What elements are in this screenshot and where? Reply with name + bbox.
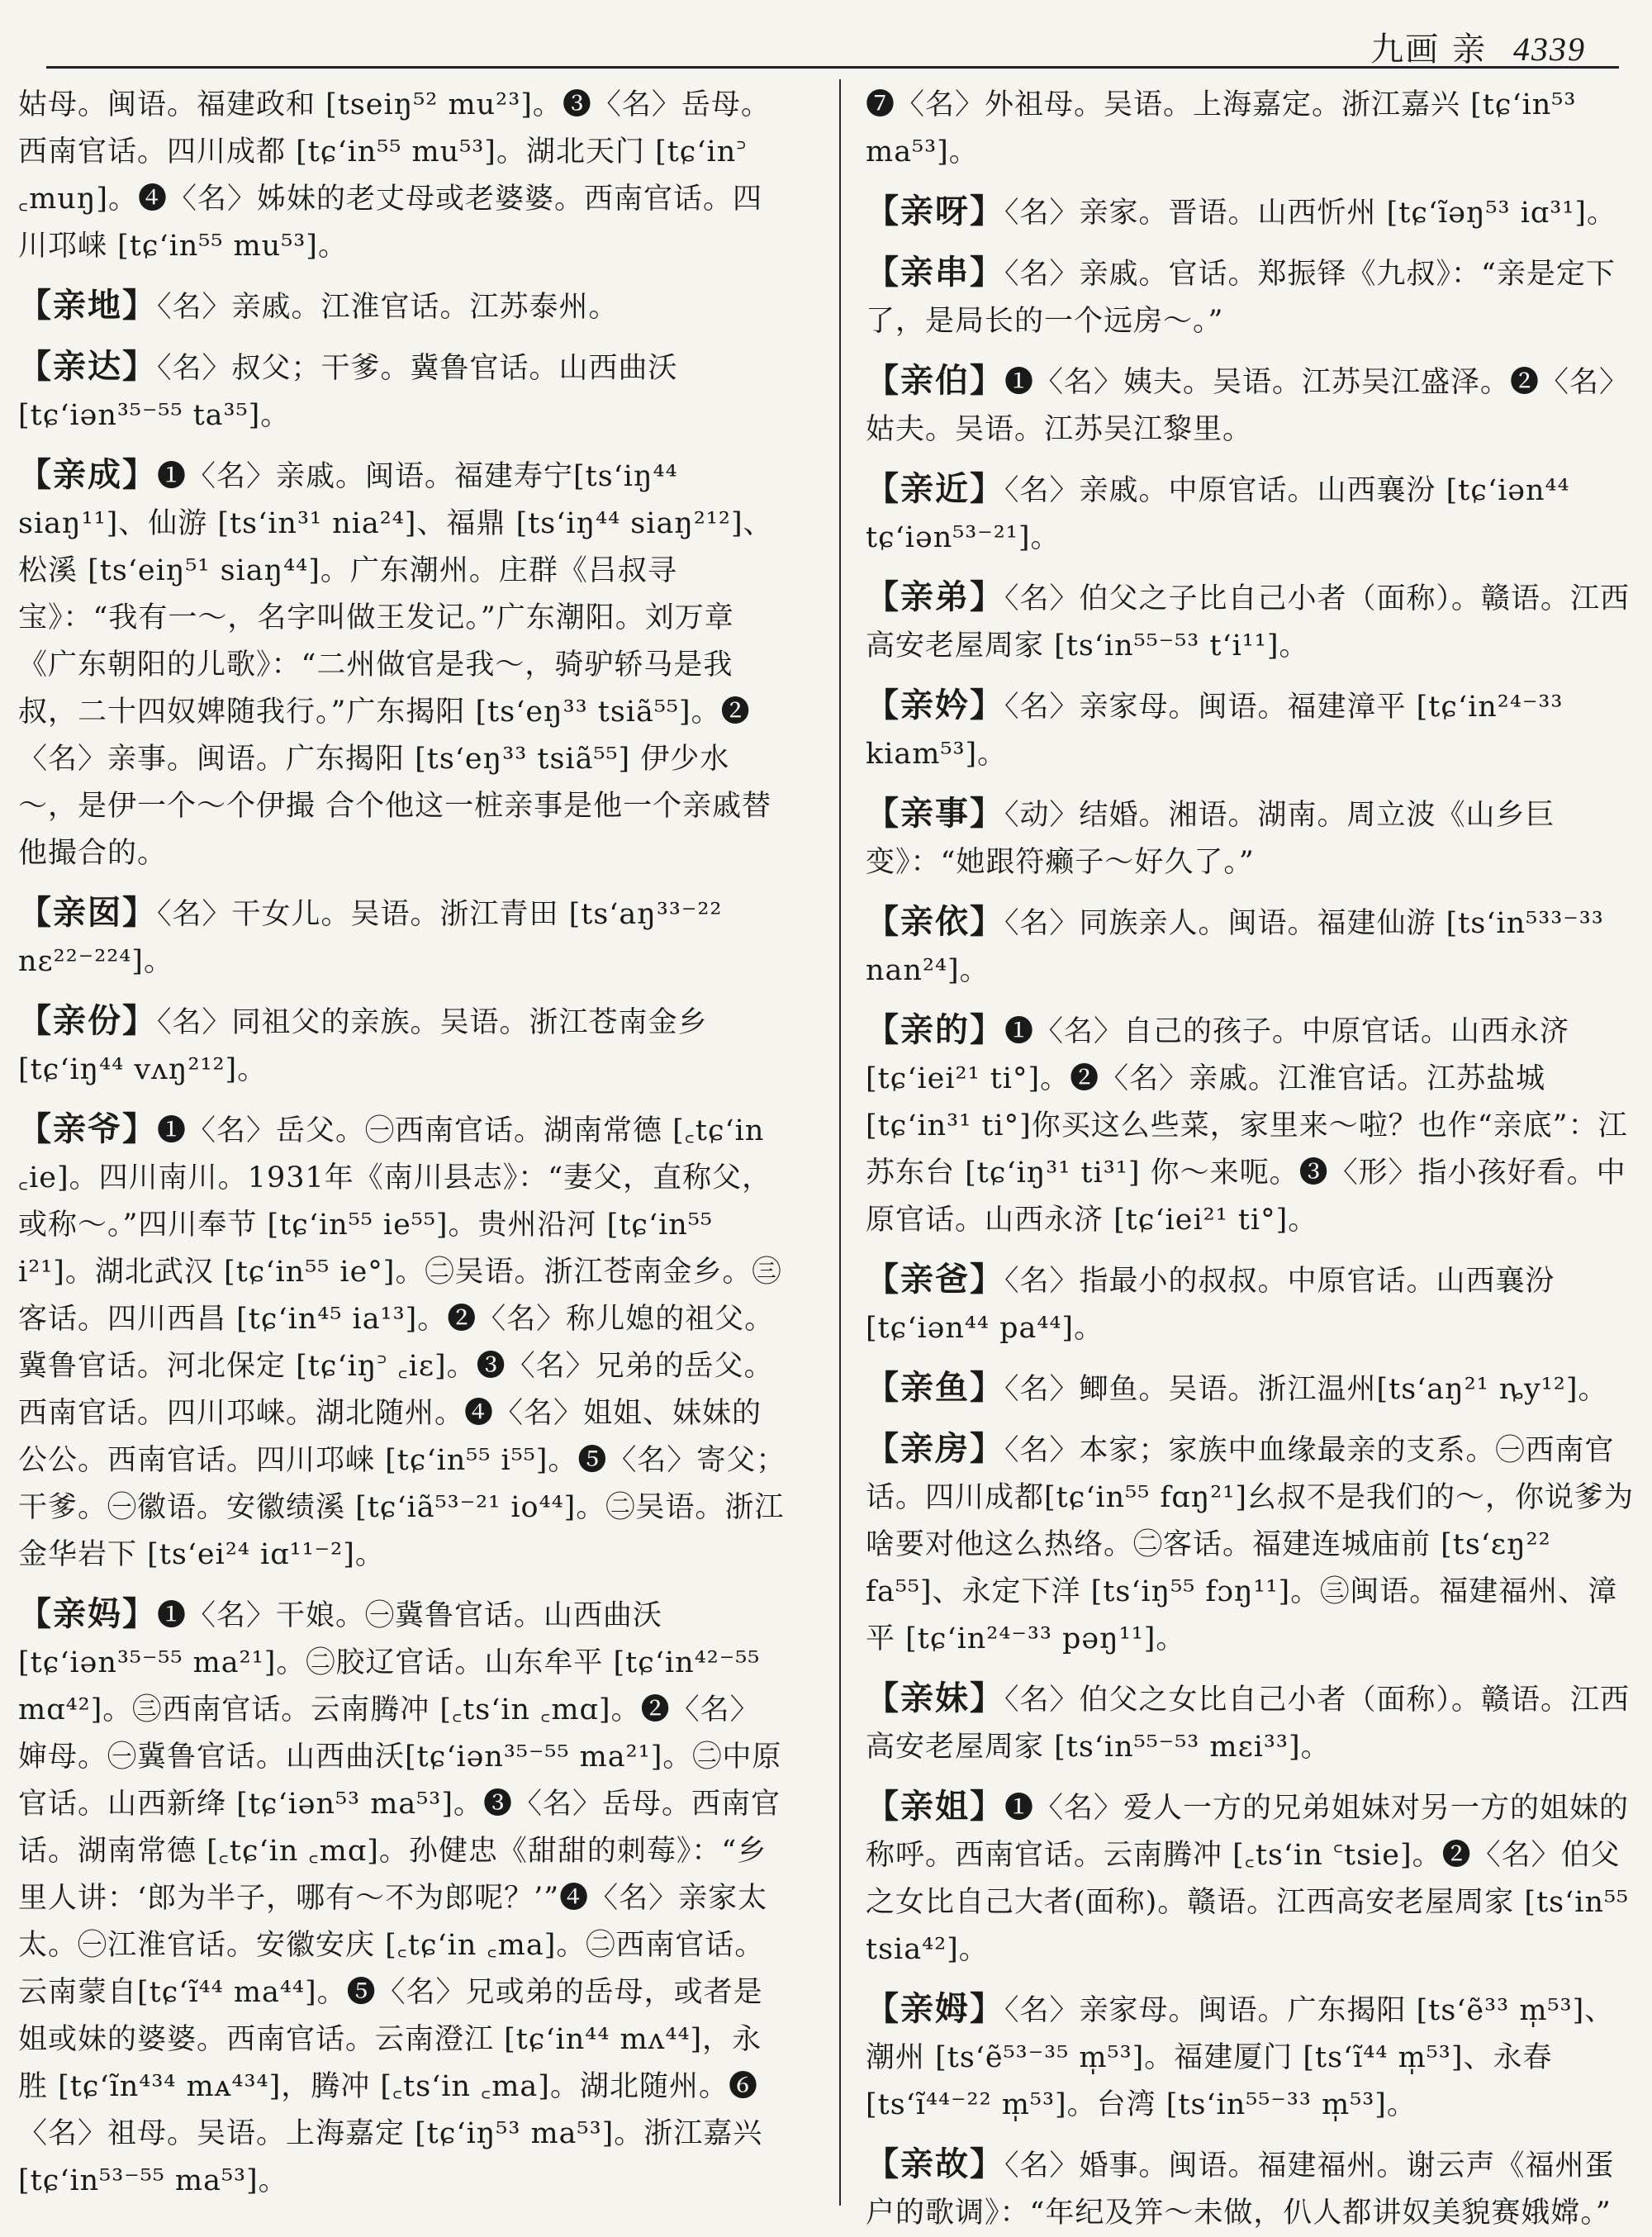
entry-headword: 【亲妹】 [866, 1679, 1004, 1717]
entry [866, 1256, 1634, 1352]
running-head [1370, 23, 1586, 70]
entry-text: 〈名〉叔父；干爹。冀鲁官话。山西曲沃 [tɕʻiən³⁵⁻⁵⁵ ta³⁵]。 [18, 352, 678, 432]
entry [866, 1783, 1634, 1973]
entry [866, 1425, 1634, 1663]
entry-headword: 【亲地】 [18, 286, 157, 325]
column-divider [839, 79, 841, 2206]
entry [866, 898, 1634, 995]
entry-headword: 【亲达】 [18, 347, 157, 386]
entry [18, 997, 786, 1094]
entry-text: 〈名〉亲家母。闽语。福建漳平 [tɕʻin²⁴⁻³³ kiam⁵³]。 [866, 691, 1564, 771]
entry [866, 188, 1634, 237]
entry-text: 〈名〉本家；家族中血缘最亲的支系。㊀西南官话。四川成都[tɕʻin⁵⁵ fɑŋ²¹]幺叔不是我们的～，你说爹为啥要对他这么热络。㊁客话。福建连城庙前 [tsʻɛŋ²² fa⁵⁵]、永定下洋 [tsʻiŋ⁵⁵ fɔŋ¹¹]。㊂闽语。福建福州、漳平 [tɕʻin²⁴⁻³³ pəŋ¹¹]。 [866, 1434, 1634, 1655]
entry [866, 1364, 1634, 1413]
entry-text: 〈动〉结婚。湘语。湖南。周立波《山乡巨变》：“她跟符癞子～好久了。” [866, 799, 1555, 879]
entry-headword: 【亲呀】 [866, 192, 1004, 230]
entry-text: ❼〈名〉外祖母。吴语。上海嘉定。浙江嘉兴 [tɕʻin⁵³ ma⁵³]。 [866, 88, 1577, 169]
entry [18, 1590, 786, 2205]
entry-text: ❶〈名〉姨夫。吴语。江苏吴江盛泽。❷〈名〉姑夫。吴语。江苏吴江黎里。 [866, 366, 1630, 446]
entry-text: ❶〈名〉亲戚。闽语。福建寿宁[tsʻiŋ⁴⁴ siaŋ¹¹]、仙游 [tsʻin³¹ nia²⁴]、福鼎 [tsʻiŋ⁴⁴ siaŋ²¹²]、松溪 [tsʻeiŋ⁵¹ siaŋ⁴⁴]。广东潮州。庄群《吕叔寻宝》：“我有一～，名字叫做王发记。”广东潮阳。刘万章《广东朝阳的儿歌》：“二州做官是我～，骑驴轿马是我叔，二十四奴婢随我行。”广东揭阳 [tsʻeŋ³³ tsiã⁵⁵]。❷〈名〉亲事。闽语。广东揭阳 [tsʻeŋ³³ tsiã⁵⁵] 伊少水～，是伊一个～个伊撮 合个他这一桩亲事是他一个亲戚替他撮合的。 [18, 460, 773, 870]
entry-headword: 【亲成】 [18, 455, 157, 494]
entry [866, 2140, 1634, 2237]
entry [866, 1006, 1634, 1244]
entry-text: 〈名〉指最小的叔叔。中原官话。山西襄汾 [tɕʻiən⁴⁴ pa⁴⁴]。 [866, 1265, 1555, 1345]
entry-text: 〈名〉同族亲人。闽语。福建仙游 [tsʻin⁵³³⁻³³ nan²⁴]。 [866, 907, 1604, 987]
entry-headword: 【亲份】 [18, 1001, 157, 1040]
entry-text: 〈名〉亲戚。官话。郑振铎《九叔》：“亲是定下了，是局长的一个远房～。” [866, 258, 1616, 338]
entry-headword: 【亲事】 [866, 794, 1004, 833]
entry [866, 79, 1634, 176]
entry-headword: 【亲伯】 [866, 361, 1004, 400]
entry-headword: 【亲故】 [866, 2144, 1004, 2183]
entry [18, 1105, 786, 1579]
entry [866, 1674, 1634, 1771]
page-header [46, 18, 1619, 69]
entry-headword: 【亲姐】 [866, 1787, 1004, 1826]
entry-headword: 【亲的】 [866, 1010, 1004, 1049]
entry-text: 〈名〉干女儿。吴语。浙江青田 [tsʻaŋ³³⁻²² nɛ²²⁻²²⁴]。 [18, 898, 723, 978]
entry [866, 1985, 1634, 2129]
entry [866, 357, 1634, 454]
entry-text: ❶〈名〉爱人一方的兄弟姐妹对另一方的姐妹的称呼。西南官话。云南腾冲 [꜀tsʻin ꜂tsie]。❷〈名〉伯父之女比自己大者(面称)。赣语。江西高安老屋周家 [tsʻin⁵⁵ tsia⁴²]。 [866, 1792, 1630, 1966]
entry-headword: 【亲近】 [866, 469, 1004, 508]
entry-headword: 【亲爷】 [18, 1109, 157, 1148]
entry [866, 465, 1634, 562]
entry-headword: 【亲姆】 [866, 1989, 1004, 2028]
entry [866, 573, 1634, 670]
entry [866, 249, 1634, 345]
entry-text: 〈名〉伯父之子比自己小者（面称）。赣语。江西高安老屋周家 [tsʻin⁵⁵⁻⁵³ tʻi¹¹]。 [866, 582, 1631, 663]
entry-text: 〈名〉同祖父的亲族。吴语。浙江苍南金乡 [tɕʻiŋ⁴⁴ vʌŋ²¹²]。 [18, 1006, 708, 1086]
entry-headword: 【亲依】 [866, 902, 1004, 941]
page-number: 4339 [1513, 31, 1586, 68]
entry-headword: 【亲妗】 [866, 686, 1004, 724]
entry [18, 343, 786, 439]
entry-headword: 【亲爸】 [866, 1260, 1004, 1299]
entry-text: 〈名〉亲家。晋语。山西忻州 [tɕʻĩəŋ⁵³ iɑ³¹]。 [1004, 197, 1617, 230]
entry-text: ❶〈名〉岳父。㊀西南官话。湖南常德 [꜀tɕʻin ꜀ie]。四川南川。1931年《南川县志》：“妻父，直称父，或称～。”四川奉节 [tɕʻin⁵⁵ ie⁵⁵]。贵州沿河 [tɕʻin⁵⁵ i²¹]。湖北武汉 [tɕʻin⁵⁵ ie°]。㊁吴语。浙江苍南金乡。㊂客话。四川西昌 [tɕʻin⁴⁵ ia¹³]。❷〈名〉称儿媳的祖父。冀鲁官话。河北保定 [tɕʻiŋ꜄ ꜀iɛ]。❸〈名〉兄弟的岳父。西南官话。四川邛崃。湖北随州。❹〈名〉姐姐、妹妹的公公。西南官话。四川邛崃 [tɕʻin⁵⁵ i⁵⁵]。❺〈名〉寄父；干爹。㊀徽语。安徽绩溪 [tɕʻiã⁵³⁻²¹ io⁴⁴]。㊁吴语。浙江金华岩下 [tsʻei²⁴ iɑ¹¹⁻²]。 [18, 1114, 786, 1571]
left-column [18, 79, 786, 2197]
entry-text: 〈名〉伯父之女比自己小者（面称）。赣语。江西高安老屋周家 [tsʻin⁵⁵⁻⁵³ mɛi³³]。 [866, 1684, 1631, 1764]
entry [866, 682, 1634, 778]
entry [866, 790, 1634, 886]
entry-headword: 【亲弟】 [866, 577, 1004, 616]
entry [18, 282, 786, 331]
entry-headword: 【亲妈】 [18, 1594, 157, 1633]
entry-text: 〈名〉亲戚。江淮官话。江苏泰州。 [157, 291, 619, 324]
entry-headword: 【亲房】 [866, 1429, 1004, 1468]
entry-headword: 【亲鱼】 [866, 1368, 1004, 1407]
entry-text: ❶〈名〉干娘。㊀冀鲁官话。山西曲沃 [tɕʻiən³⁵⁻⁵⁵ ma²¹]。㊁胶辽官话。山东牟平 [tɕʻin⁴²⁻⁵⁵ mɑ⁴²]。㊂西南官话。云南腾冲 [꜀tsʻin ꜀mɑ]。❷〈名〉婶母。㊀冀鲁官话。山西曲沃[tɕʻiən³⁵⁻⁵⁵ ma²¹]。㊁中原官话。山西新绛 [tɕʻiən⁵³ ma⁵³]。❸〈名〉岳母。西南官话。湖南常德 [꜀tɕʻin ꜀mɑ]。孙健忠《甜甜的刺莓》：“乡里人讲：‘郎为半子，哪有～不为郎呢？’”❹〈名〉亲家太太。㊀江淮官话。安徽安庆 [꜀tɕʻin ꜀ma]。㊁西南官话。云南蒙自[tɕʻĩ⁴⁴ ma⁴⁴]。❺〈名〉兄或弟的岳母，或者是姐或妹的婆婆。西南官话。云南澄江 [tɕʻin⁴⁴ mʌ⁴⁴]，永胜 [tɕʻĩn⁴³⁴ mᴀ⁴³⁴]，腾冲 [꜀tsʻin ꜀ma]。湖北随州。❻〈名〉祖母。吴语。上海嘉定 [tɕʻiŋ⁵³ ma⁵³]。浙江嘉兴 [tɕʻin⁵³⁻⁵⁵ ma⁵³]。 [18, 1599, 782, 2197]
entry-text: ❶〈名〉自己的孩子。中原官话。山西永济 [tɕʻiei²¹ ti°]。❷〈名〉亲戚。江淮官话。江苏盐城 [tɕʻin³¹ ti°]你买这么些菜，家里来～啦？也作“亲底”：江苏东台 [tɕʻiŋ³¹ ti³¹] 你～来呃。❸〈形〉指小孩好看。中原官话。山西永济 [tɕʻiei²¹ ti°]。 [866, 1015, 1628, 1237]
entry [18, 79, 786, 270]
section-title: 九画 亲 [1370, 31, 1487, 69]
entry-text: 〈名〉亲家母。闽语。广东揭阳 [tsʻẽ³³ m̩⁵³]、潮州 [tsʻẽ⁵³⁻³⁵ m̩⁵³]。福建厦门 [tsʻĩ⁴⁴ m̩⁵³]、永春 [tsʻĩ⁴⁴⁻²² m̩⁵³]。台湾 [tsʻin⁵⁵⁻³³ m̩⁵³]。 [866, 1994, 1615, 2121]
entry-text: 〈名〉亲戚。中原官话。山西襄汾 [tɕʻiən⁴⁴ tɕʻiən⁵³⁻²¹]。 [866, 474, 1570, 554]
entry-headword: 【亲串】 [866, 253, 1004, 292]
entry [18, 889, 786, 986]
entry-text: 〈名〉鲫鱼。吴语。浙江温州[tsʻaŋ²¹ ȵy¹²]。 [1004, 1373, 1608, 1406]
entry-headword: 【亲囡】 [18, 893, 157, 932]
entry-text: 〈名〉婚事。闽语。福建福州。谢云声《福州蛋户的歌调》：“年纪及笄～未做，仈人都讲奴美貌赛娥嫦。” [866, 2149, 1615, 2230]
entry [18, 451, 786, 877]
right-column [866, 79, 1634, 2230]
entry-text: 姑母。闽语。福建政和 [tseiŋ⁵² mu²³]。❸〈名〉岳母。西南官话。四川成都 [tɕʻin⁵⁵ mu⁵³]。湖北天门 [tɕʻin꜄ ꜀muŋ]。❹〈名〉姊妹的老丈母或老婆婆。西南官话。四川邛崃 [tɕʻin⁵⁵ mu⁵³]。 [18, 88, 771, 263]
